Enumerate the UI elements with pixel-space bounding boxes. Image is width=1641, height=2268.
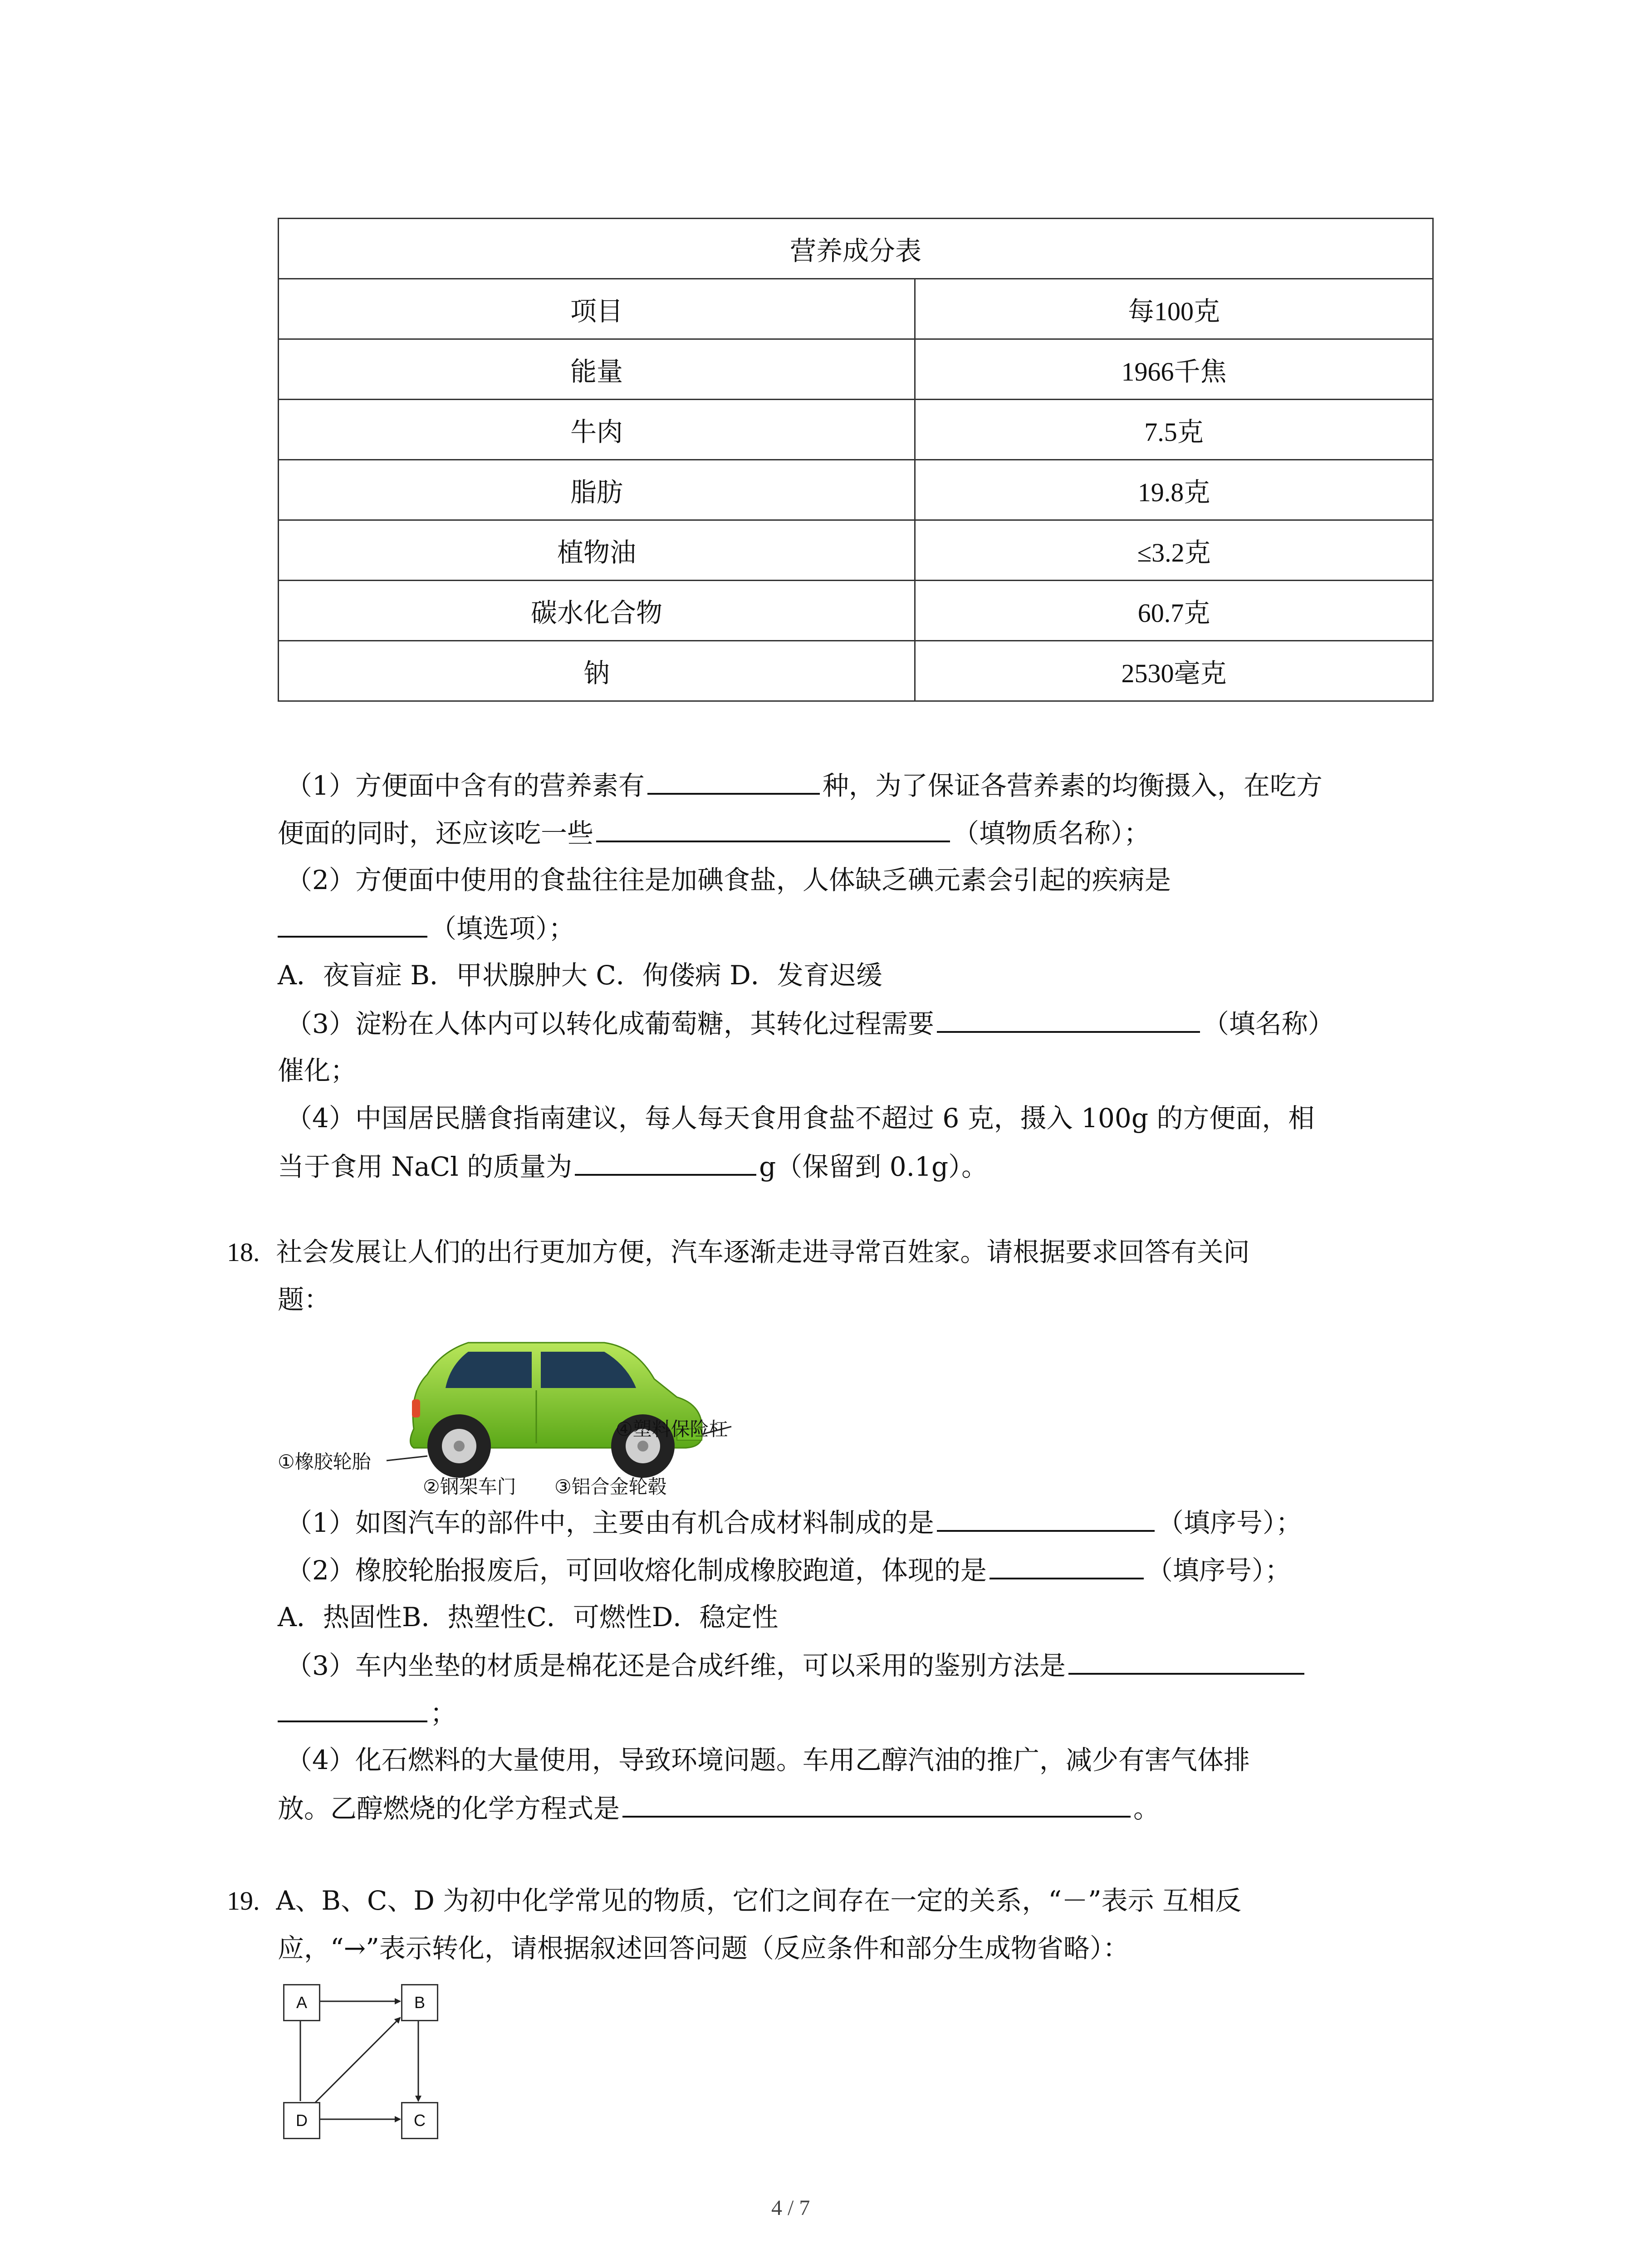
q18-part2: （2）橡胶轮胎报废后，可回收熔化制成橡胶跑道，体现的是 （填序号）； <box>286 1551 1291 1589</box>
q18-part2-options: A．热固性B．热塑性C．可燃性D．稳定性 <box>278 1602 779 1633</box>
car-label-hub: ③铝合金轮毂 <box>554 1476 667 1497</box>
q17-part4-line1: （4）中国居民膳食指南建议，每人每天食用食盐不超过 6 克，摄入 100g 的方便面，相 <box>286 1103 1315 1134</box>
q18-stem-line2: 题： <box>278 1284 331 1315</box>
q17-part1-line2: 便面的同时，还应该吃一些 （填物质名称）； <box>278 814 1150 851</box>
relation-diagram <box>281 1982 445 2146</box>
cell-label: 植物油 <box>279 520 915 581</box>
q19-stem-line1: 19. A、B、C、D 为初中化学常见的物质，它们之间存在一定的关系，“－”表示 互相反 <box>227 1885 1242 1916</box>
cell-value: 7.5克 <box>915 400 1433 460</box>
q18-part4-line2: 放。乙醇燃烧的化学方程式是 。 <box>278 1789 1160 1827</box>
table-header-row <box>279 279 1433 339</box>
cell-value: 19.8克 <box>915 460 1433 520</box>
cell-label: 脂肪 <box>279 460 915 520</box>
q17-part2-options: A．夜盲症 B．甲状腺肿大 C．佝偻病 D．发育迟缓 <box>278 960 882 991</box>
cell-label: 牛肉 <box>279 400 915 460</box>
answer-blank[interactable] <box>575 1148 756 1176</box>
q17-part3-line2: 催化； <box>278 1055 357 1086</box>
q18-part3-line2: ； <box>278 1694 456 1731</box>
table-row <box>279 641 1433 701</box>
car-illustration <box>278 1325 777 1497</box>
table-row <box>279 339 1433 400</box>
answer-blank[interactable] <box>937 1005 1200 1033</box>
answer-blank[interactable] <box>1068 1647 1304 1675</box>
answer-blank[interactable] <box>647 767 820 795</box>
answer-blank[interactable] <box>278 1694 427 1722</box>
table-row <box>279 520 1433 581</box>
cell-label: 钠 <box>279 641 915 701</box>
q17-part2-line1: （2）方便面中使用的食盐往往是加碘食盐，人体缺乏碘元素会引起的疾病是 <box>286 865 1171 895</box>
table-row <box>279 400 1433 460</box>
cell-value: 2530毫克 <box>915 641 1433 701</box>
answer-blank[interactable] <box>278 909 427 938</box>
cell-value: ≤3.2克 <box>915 520 1433 581</box>
cell-value: 1966千焦 <box>915 339 1433 400</box>
car-label-door: ②钢架车门 <box>423 1476 516 1497</box>
answer-blank[interactable] <box>622 1789 1131 1818</box>
table-title: 营养成分表 <box>279 219 1433 279</box>
node-b: B <box>401 1984 438 2021</box>
q18-part1: （1）如图汽车的部件中，主要由有机合成材料制成的是 （填序号）； <box>286 1504 1302 1541</box>
page-number: 4 / 7 <box>771 2196 810 2220</box>
node-a: A <box>283 1984 320 2021</box>
header-per100: 每100克 <box>915 279 1433 339</box>
q17-part3-line1: （3）淀粉在人体内可以转化成葡萄糖，其转化过程需要 （填名称） <box>286 1005 1334 1042</box>
cell-value: 60.7克 <box>915 581 1433 641</box>
q18-stem-line1: 18. 社会发展让人们的出行更加方便，汽车逐渐走进寻常百姓家。请根据要求回答有关问 <box>227 1237 1250 1267</box>
node-c: C <box>401 2102 438 2139</box>
car-label-bumper: ④塑料保险杠 <box>616 1418 728 1440</box>
q17-part4-line2: 当于食用 NaCl 的质量为 g（保留到 0.1g）。 <box>278 1148 988 1185</box>
cell-label: 碳水化合物 <box>279 581 915 641</box>
table-row <box>279 581 1433 641</box>
answer-blank[interactable] <box>937 1504 1155 1532</box>
answer-blank[interactable] <box>989 1551 1144 1579</box>
cell-label: 能量 <box>279 339 915 400</box>
nutrition-table <box>278 218 1434 702</box>
q18-part3-line1: （3）车内坐垫的材质是棉花还是合成纤维，可以采用的鉴别方法是 <box>286 1647 1307 1684</box>
answer-blank[interactable] <box>596 814 950 842</box>
q19-stem-line2: 应，“→”表示转化，请根据叙述回答问题（反应条件和部分生成物省略）： <box>278 1933 1129 1964</box>
node-d: D <box>283 2102 320 2139</box>
table-row <box>279 460 1433 520</box>
header-item: 项目 <box>279 279 915 339</box>
q17-part2-line2: （填选项）； <box>278 909 575 947</box>
q18-part4-line1: （4）化石燃料的大量使用，导致环境问题。车用乙醇汽油的推广，减少有害气体排 <box>286 1745 1250 1775</box>
q17-part1-line1: （1）方便面中含有的营养素有 种，为了保证各营养素的均衡摄入，在吃方 <box>286 767 1323 804</box>
car-label-tire: ①橡胶轮胎 <box>278 1451 371 1472</box>
